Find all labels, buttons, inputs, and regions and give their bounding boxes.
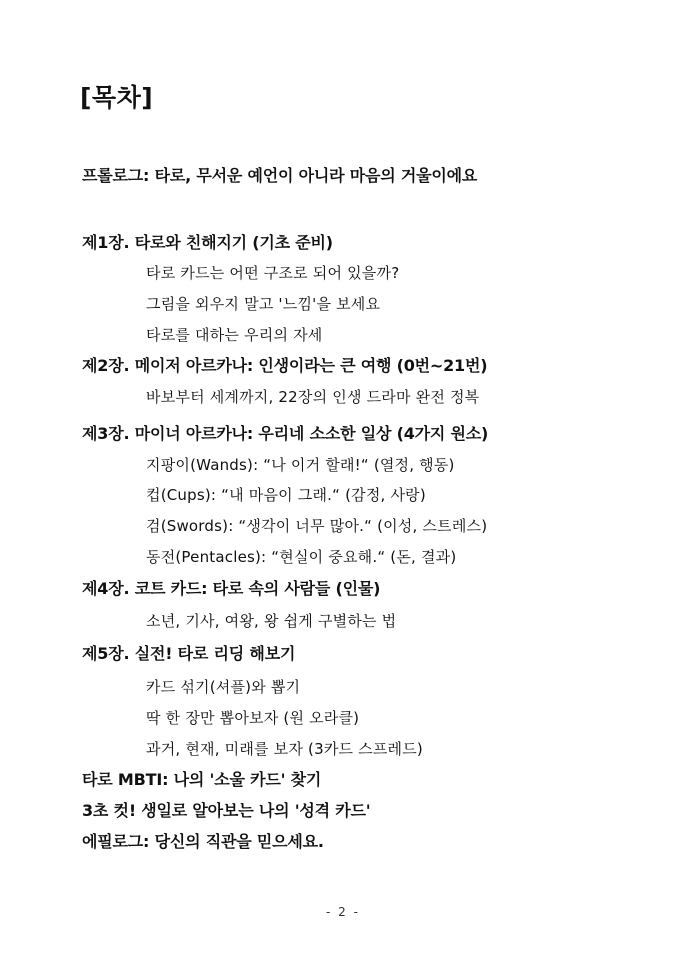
toc-chapter-5-title: 제5장. 실전! 타로 리딩 해보기 (82, 644, 296, 663)
toc-chapter-5-item: 과거, 현재, 미래를 보자 (3카드 스프레드) (146, 740, 423, 758)
toc-chapter-2-title: 제2장. 메이저 아르카나: 인생이라는 큰 여행 (0번~21번) (82, 356, 488, 375)
toc-chapter-1-item: 타로를 대하는 우리의 자세 (146, 326, 323, 344)
toc-chapter-3-item: 지팡이(Wands): “나 이거 할래!“ (열정, 행동) (146, 456, 455, 474)
toc-chapter-3-item: 동전(Pentacles): “현실이 중요해.“ (돈, 결과) (146, 548, 457, 566)
page-title: [목차] (80, 83, 154, 112)
toc-chapter-3-item: 검(Swords): “생각이 너무 많아.“ (이성, 스트레스) (146, 517, 488, 535)
toc-epilogue: 에필로그: 당신의 직관을 믿으세요. (82, 832, 324, 851)
page-number: - 2 - (326, 905, 360, 919)
toc-extra-personality-card: 3초 컷! 생일로 알아보는 나의 '성격 카드' (82, 801, 371, 820)
toc-chapter-1-item: 타로 카드는 어떤 구조로 되어 있을까? (146, 264, 400, 282)
toc-chapter-1-title: 제1장. 타로와 친해지기 (기초 준비) (82, 233, 333, 252)
toc-chapter-4-item: 소년, 기사, 여왕, 왕 쉽게 구별하는 법 (146, 612, 397, 630)
toc-extra-soul-card: 타로 MBTI: 나의 '소울 카드' 찾기 (82, 770, 322, 789)
toc-prologue: 프롤로그: 타로, 무서운 예언이 아니라 마음의 거울이에요 (82, 166, 478, 185)
toc-chapter-5-item: 카드 섞기(셔플)와 뽑기 (146, 678, 301, 696)
toc-chapter-4-title: 제4장. 코트 카드: 타로 속의 사람들 (인물) (82, 579, 381, 598)
toc-chapter-1-item: 그림을 외우지 말고 '느낌'을 보세요 (146, 295, 381, 313)
toc-chapter-2-item: 바보부터 세계까지, 22장의 인생 드라마 완전 정복 (146, 388, 480, 406)
toc-chapter-3-title: 제3장. 마이너 아르카나: 우리네 소소한 일상 (4가지 원소) (82, 424, 489, 443)
toc-chapter-3-item: 컵(Cups): “내 마음이 그래.“ (감정, 사랑) (146, 486, 426, 504)
toc-chapter-5-item: 딱 한 장만 뽑아보자 (원 오라클) (146, 709, 360, 727)
